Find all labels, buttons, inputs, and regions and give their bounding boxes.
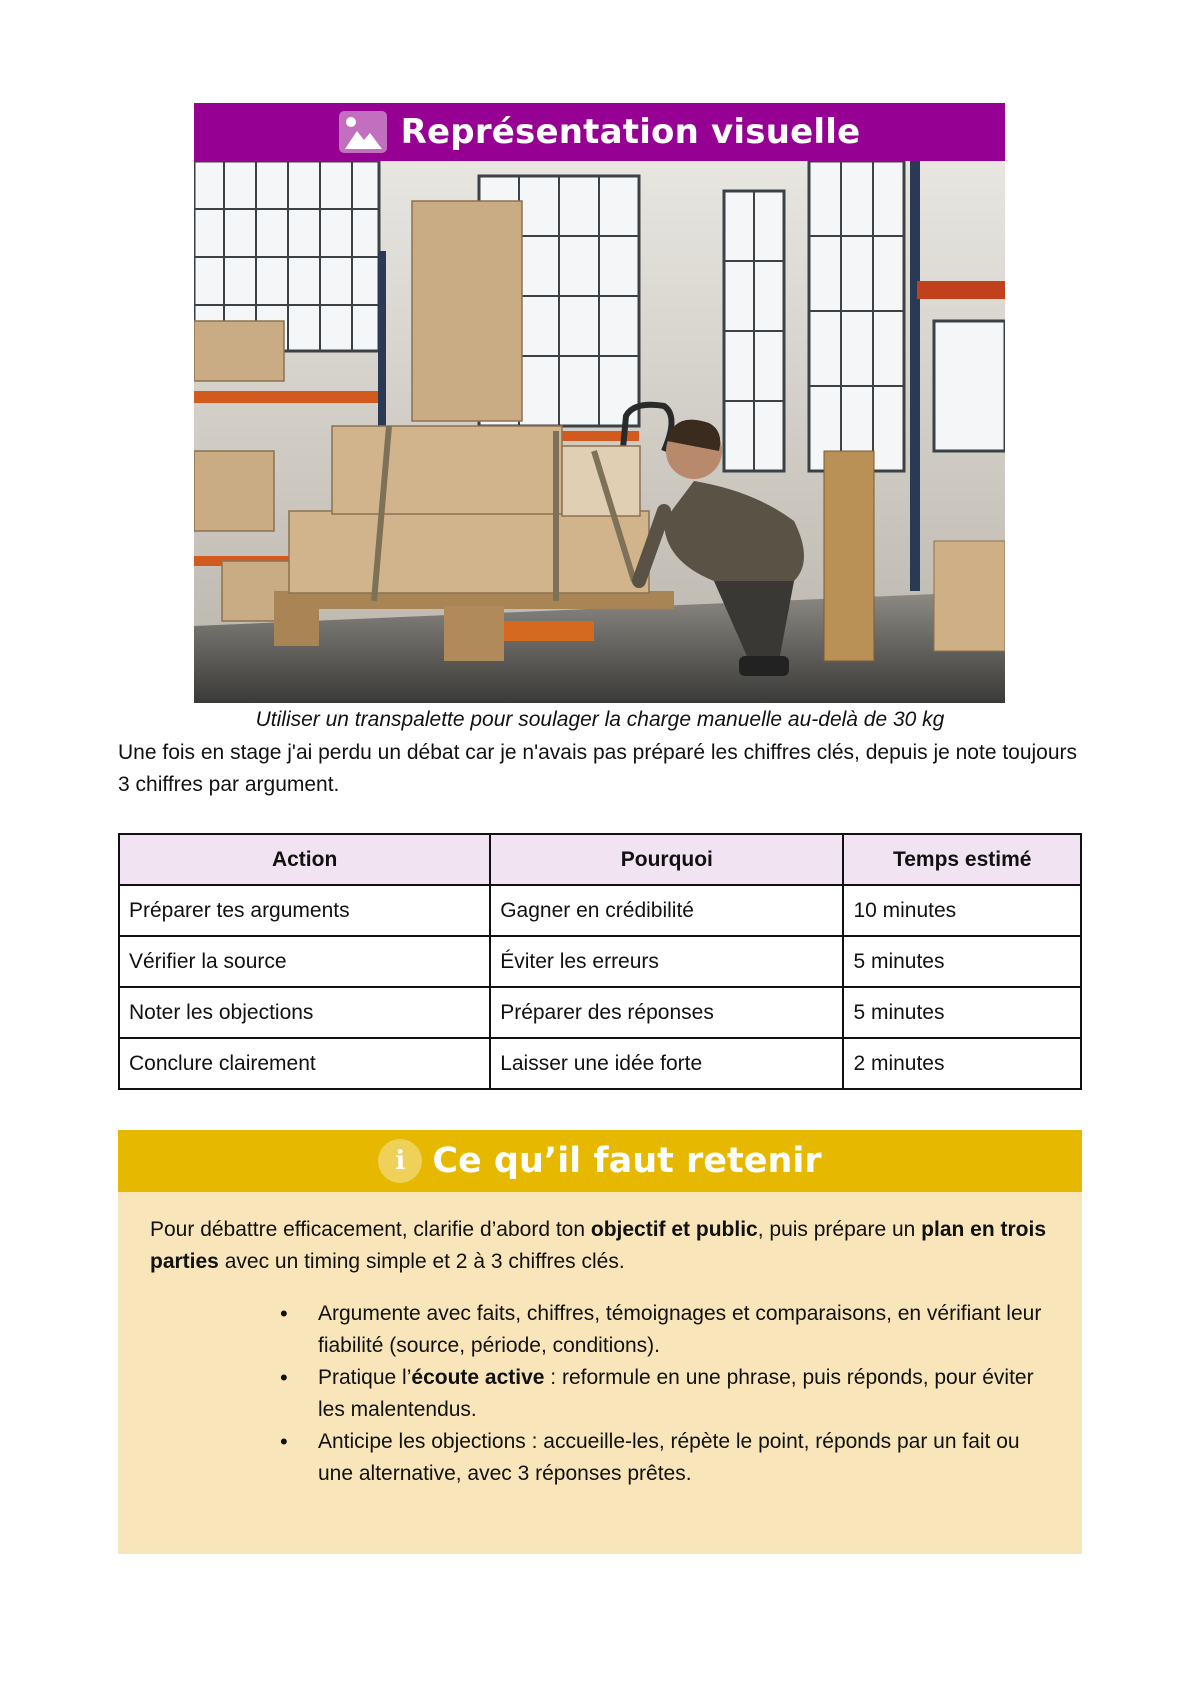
visual-representation-section bbox=[194, 103, 1005, 703]
photo-caption: Utiliser un transpalette pour soulager la charge manuelle au-delà de 30 kg bbox=[255, 708, 945, 731]
cell-temps: 2 minutes bbox=[843, 1038, 1081, 1089]
key-takeaways-body bbox=[118, 1192, 1082, 1490]
emphasis-plan-trois-parties: plan en trois parties bbox=[150, 1218, 1047, 1273]
image-icon bbox=[339, 111, 387, 153]
key-takeaways-header bbox=[118, 1130, 1082, 1192]
cell-temps: 10 minutes bbox=[843, 885, 1081, 936]
cell-action: Conclure clairement bbox=[119, 1038, 490, 1089]
cell-action: Vérifier la source bbox=[119, 936, 490, 987]
cell-pourquoi: Préparer des réponses bbox=[490, 987, 843, 1038]
visual-header bbox=[194, 103, 1005, 161]
cell-action: Préparer tes arguments bbox=[119, 885, 490, 936]
cell-pourquoi: Éviter les erreurs bbox=[490, 936, 843, 987]
table-header-row bbox=[119, 834, 1081, 885]
cell-temps: 5 minutes bbox=[843, 987, 1081, 1038]
summary-paragraph: Pour débattre efficacement, clarifie d’abord ton objectif et public, puis prépare un plan en trois parties avec un timing simple et 2 à 3 chiffres clés. bbox=[150, 1218, 1047, 1273]
table-row bbox=[119, 936, 1081, 987]
table-row bbox=[119, 1038, 1081, 1089]
emphasis-objectif-public: objectif et public bbox=[590, 1218, 758, 1241]
list-item: • Anticipe les objections : accueille-les, répète le point, réponds par un fait ou une alternative, avec 3 réponses prêtes. bbox=[318, 1426, 1050, 1490]
table-row bbox=[119, 987, 1081, 1038]
key-takeaways-box bbox=[118, 1130, 1082, 1554]
column-header-action: Action bbox=[119, 834, 490, 885]
cell-temps: 5 minutes bbox=[843, 936, 1081, 987]
warehouse-photo bbox=[194, 161, 1005, 703]
emphasis-ecoute-active: écoute active bbox=[411, 1366, 545, 1389]
cell-action: Noter les objections bbox=[119, 987, 490, 1038]
cell-pourquoi: Gagner en crédibilité bbox=[490, 885, 843, 936]
key-takeaways-title: Ce qu’il faut retenir bbox=[432, 1141, 822, 1181]
action-table bbox=[118, 833, 1082, 1090]
visual-title: Représentation visuelle bbox=[400, 112, 861, 152]
list-item: • Pratique l’écoute active : reformule en une phrase, puis réponds, pour éviter les malentendus. bbox=[318, 1362, 1050, 1426]
table-row bbox=[119, 885, 1081, 936]
intro-paragraph: Une fois en stage j'ai perdu un débat car je n'avais pas préparé les chiffres clés, depuis je note toujours 3 chiffres par argument. bbox=[118, 741, 1078, 796]
list-item: • Argumente avec faits, chiffres, témoignages et comparaisons, en vérifiant leur fiabilité (source, période, conditions). bbox=[318, 1298, 1050, 1362]
column-header-pourquoi: Pourquoi bbox=[490, 834, 843, 885]
takeaways-list bbox=[150, 1298, 1050, 1490]
info-icon: i bbox=[378, 1139, 422, 1183]
column-header-temps: Temps estimé bbox=[843, 834, 1081, 885]
cell-pourquoi: Laisser une idée forte bbox=[490, 1038, 843, 1089]
